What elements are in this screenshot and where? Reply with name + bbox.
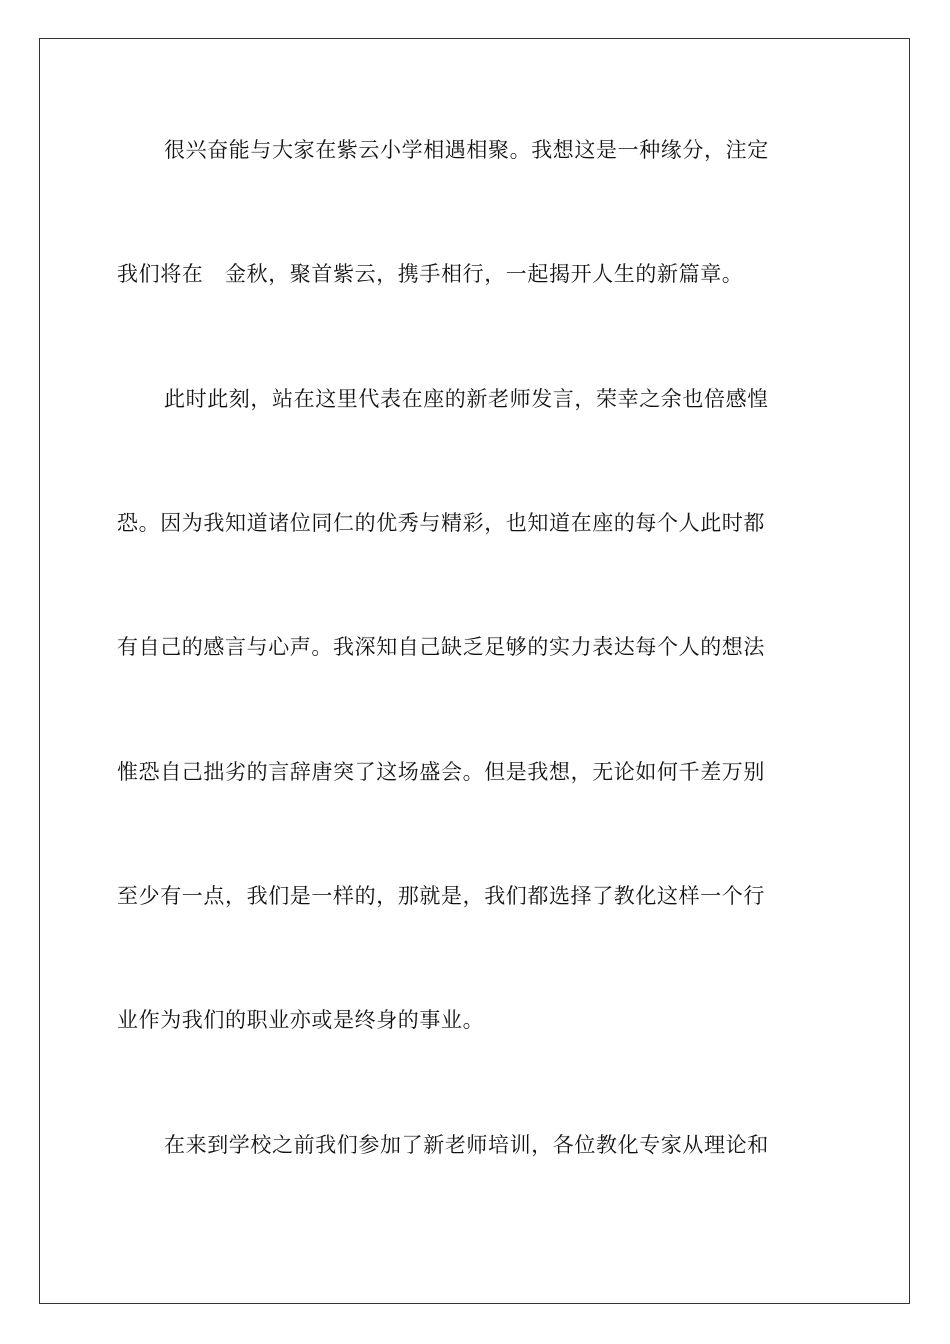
page-border: [39, 38, 910, 1304]
paragraph-2-line-3: 有自己的感言与心声。我深知自己缺乏足够的实力表达每个人的想法: [117, 635, 765, 659]
paragraph-2-line-2: 恐。因为我知道诸位同仁的优秀与精彩，也知道在座的每个人此时都: [117, 511, 765, 535]
paragraph-2-line-6: 业作为我们的职业亦或是终身的事业。: [117, 1008, 485, 1032]
paragraph-2-line-5: 至少有一点，我们是一样的，那就是，我们都选择了教化这样一个行: [117, 884, 765, 908]
paragraph-2-line-1: 此时此刻，站在这里代表在座的新老师发言，荣幸之余也倍感惶: [164, 387, 769, 411]
paragraph-1-line-2: 我们将在 金秋，聚首紫云，携手相行，一起揭开人生的新篇章。: [117, 262, 744, 286]
paragraph-3-line-1: 在来到学校之前我们参加了新老师培训，各位教化专家从理论和: [164, 1133, 769, 1157]
paragraph-2-line-4: 惟恐自己拙劣的言辞唐突了这场盛会。但是我想，无论如何千差万别: [117, 760, 765, 784]
paragraph-1-line-1: 很兴奋能与大家在紫云小学相遇相聚。我想这是一种缘分，注定: [164, 138, 769, 162]
